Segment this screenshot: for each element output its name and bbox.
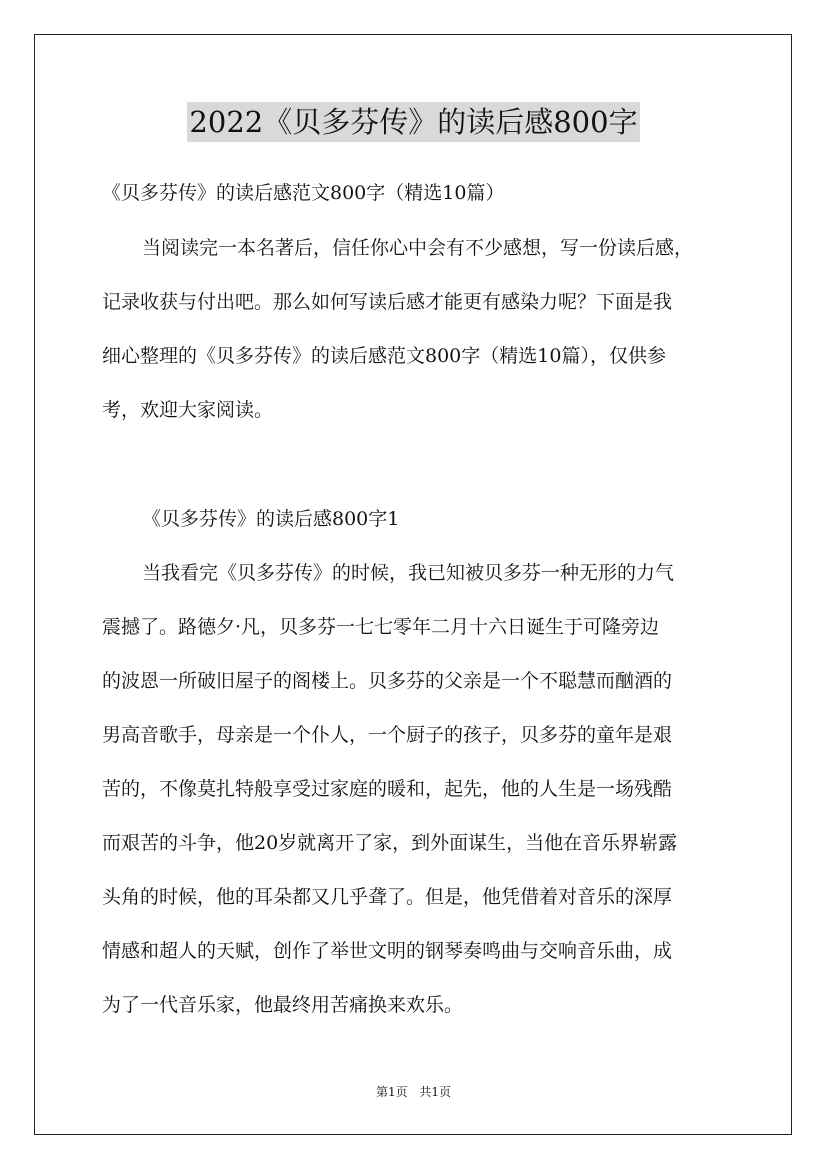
page-footer — [0, 1083, 827, 1100]
section-heading: 《贝多芬传》的读后感800字1 — [142, 508, 400, 530]
document-subtitle: 《贝多芬传》的读后感范文800字（精选10篇） — [102, 182, 505, 204]
body-line: 当我看完《贝多芬传》的时候，我已知被贝多芬一种无形的力气 — [142, 562, 675, 584]
body-line: 为了一代音乐家，他最终用苦痛换来欢乐。 — [102, 994, 464, 1016]
total-pages: 共1页 — [419, 1085, 452, 1099]
body-line: 而艰苦的斗争，他20岁就离开了家，到外面谋生，当他在音乐界崭露 — [102, 832, 678, 854]
body-line: 情感和超人的天赋，创作了举世文明的钢琴奏鸣曲与交响音乐曲，成 — [102, 940, 673, 962]
intro-line: 细心整理的《贝多芬传》的读后感范文800字（精选10篇），仅供参 — [102, 345, 666, 367]
intro-line: 考，欢迎大家阅读。 — [102, 399, 274, 421]
page-number: 第1页 — [375, 1085, 408, 1099]
intro-line: 记录收获与付出吧。那么如何写读后感才能更有感染力呢？下面是我 — [102, 291, 673, 313]
intro-line: 当阅读完一本名著后，信任你心中会有不少感想，写一份读后感， — [142, 237, 694, 259]
body-line: 苦的，不像莫扎特般享受过家庭的暖和，起先，他的人生是一场残酷 — [102, 778, 673, 800]
body-line: 震撼了。路德夕·凡，贝多芬一七七零年二月十六日诞生于可隆旁边 — [102, 616, 660, 638]
document-title: 2022《贝多芬传》的读后感800字 — [187, 102, 639, 142]
body-line: 男高音歌手，母亲是一个仆人，一个厨子的孩子，贝多芬的童年是艰 — [102, 724, 673, 746]
title-container — [0, 102, 827, 142]
body-line: 头角的时候，他的耳朵都又几乎聋了。但是，他凭借着对音乐的深厚 — [102, 886, 673, 908]
body-line: 的波恩一所破旧屋子的阁楼上。贝多芬的父亲是一个不聪慧而酗酒的 — [102, 670, 673, 692]
